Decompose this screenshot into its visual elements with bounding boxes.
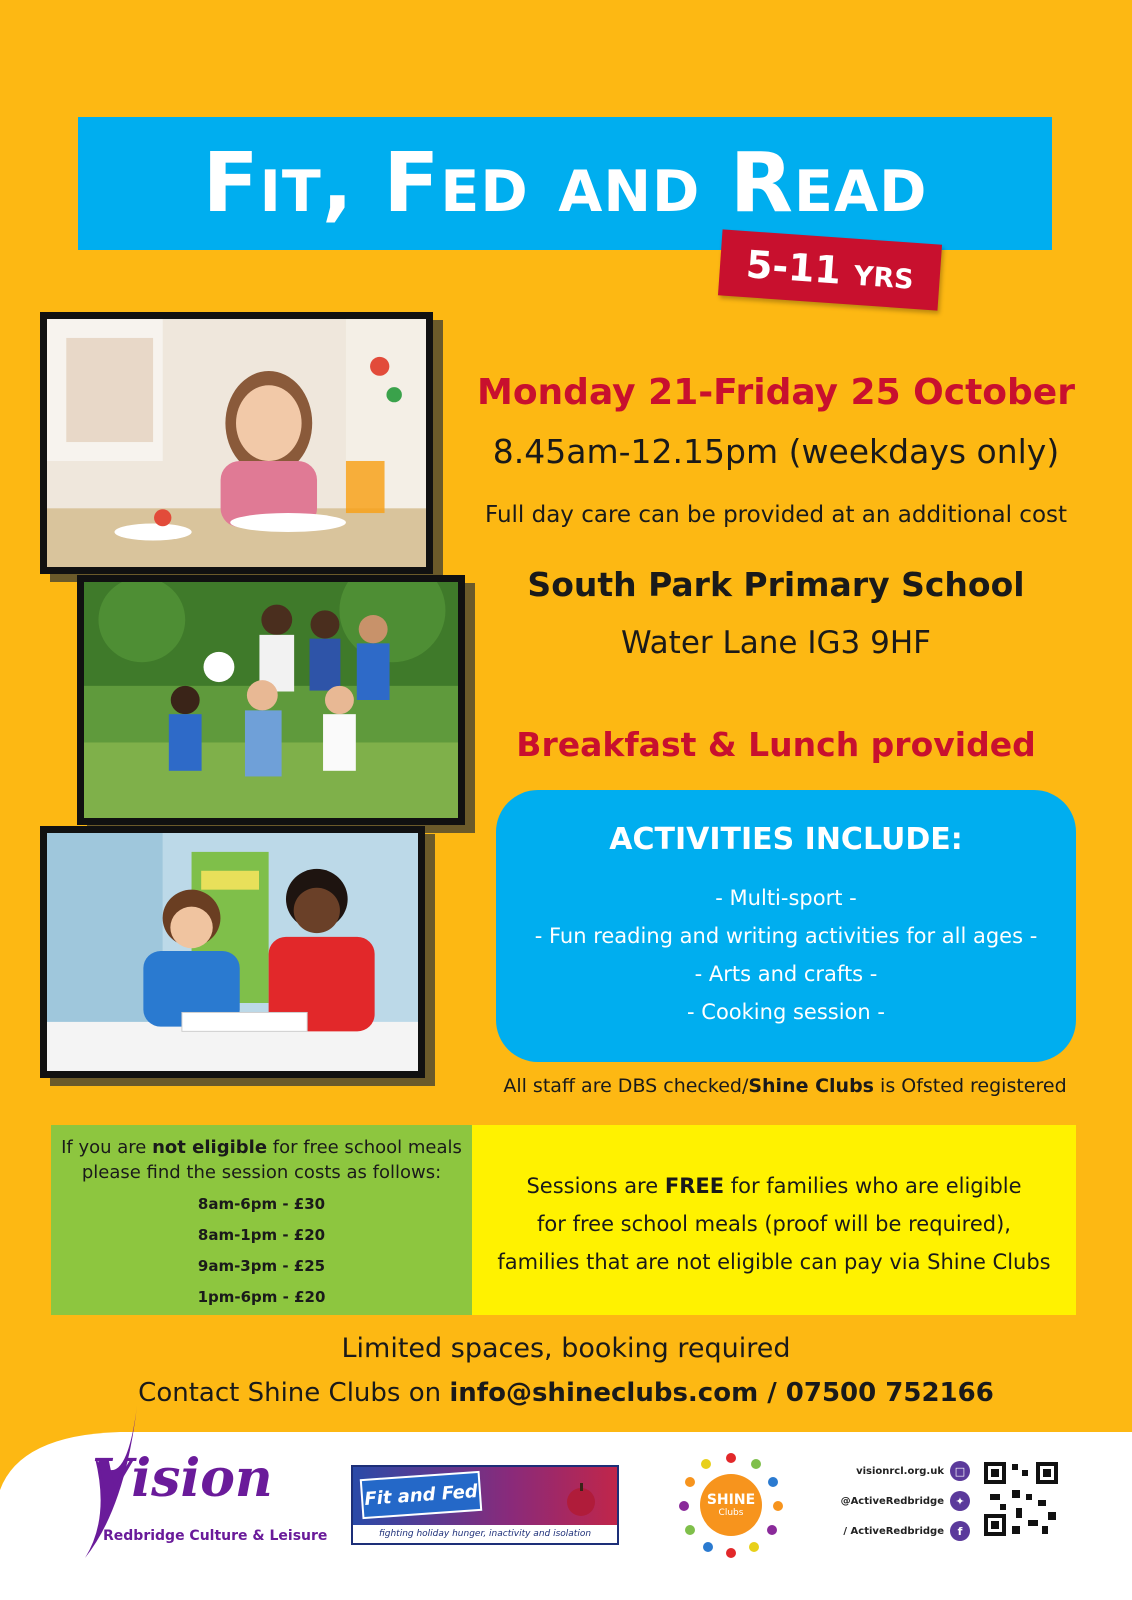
vision-logo-subtitle: Redbridge Culture & Leisure	[103, 1528, 328, 1544]
free-line-1-suffix: for families who are eligible	[724, 1174, 1022, 1198]
vision-logo-text: Vision	[92, 1448, 273, 1509]
photo-girl-eating	[40, 312, 433, 574]
qr-code-icon[interactable]	[982, 1460, 1060, 1538]
free-line-2: for free school meals (proof will be required),	[537, 1212, 1011, 1236]
staff-note-suffix: is Ofsted registered	[874, 1075, 1067, 1097]
event-dates: Monday 21-Friday 25 October	[477, 372, 1075, 413]
free-sessions-panel	[472, 1125, 1076, 1315]
session-costs-panel	[51, 1125, 472, 1315]
venue-name: South Park Primary School	[527, 565, 1025, 604]
cost-item: 1pm-6pm - £20	[197, 1288, 326, 1306]
social-facebook[interactable]	[830, 1516, 970, 1546]
activity-item: - Arts and crafts -	[694, 962, 878, 986]
venue-address: Water Lane IG3 9HF	[621, 625, 931, 661]
full-day-note: Full day care can be provided at an additional cost	[484, 502, 1068, 528]
social-twitter[interactable]	[830, 1486, 970, 1516]
costs-intro-suffix: for free school meals	[267, 1137, 462, 1158]
activity-item: - Fun reading and writing activities for all ages -	[534, 924, 1038, 948]
age-badge-label: 5-11 yrs	[744, 242, 916, 298]
staff-note-prefix: All staff are DBS checked/	[503, 1075, 749, 1097]
twitter-icon: ✦	[950, 1491, 970, 1511]
costs-intro-line2: please find the session costs as follows:	[81, 1162, 442, 1183]
fit-and-fed-logo	[351, 1465, 619, 1545]
cost-item: 8am-6pm - £30	[197, 1195, 326, 1213]
cost-item: 9am-3pm - £25	[197, 1257, 326, 1275]
apple-icon	[561, 1479, 601, 1519]
activities-title: ACTIVITIES INCLUDE:	[609, 822, 963, 857]
booking-note: Limited spaces, booking required	[341, 1333, 791, 1364]
free-line-1-bold: FREE	[664, 1174, 725, 1198]
contact-details[interactable]: info@shineclubs.com / 07500 752166	[449, 1378, 994, 1408]
title-banner	[78, 117, 1052, 250]
fit-and-fed-word: Fit and Fed	[363, 1480, 479, 1510]
contact-prefix: Contact Shine Clubs on	[138, 1378, 450, 1408]
shine-word: SHINE	[706, 1491, 756, 1508]
event-times: 8.45am-12.15pm (weekdays only)	[492, 432, 1060, 471]
shine-sub: Clubs	[718, 1507, 744, 1518]
activity-item: - Cooking session -	[687, 1000, 885, 1024]
costs-intro	[51, 1135, 472, 1160]
activity-item: - Multi-sport -	[715, 886, 857, 910]
social-links	[830, 1456, 970, 1546]
costs-intro-bold: not eligible	[152, 1137, 268, 1158]
laptop-icon: □	[950, 1461, 970, 1481]
photo-children-park	[77, 575, 465, 825]
free-line-1-prefix: Sessions are	[526, 1174, 665, 1198]
social-twitter-text: @ActiveRedbridge	[840, 1495, 944, 1507]
free-line-3: families that are not eligible can pay via Shine Clubs	[497, 1250, 1051, 1274]
photo-boys-reading	[40, 826, 425, 1078]
activities-panel	[496, 790, 1076, 1062]
social-website[interactable]	[830, 1456, 970, 1486]
meals-provided: Breakfast & Lunch provided	[516, 725, 1036, 764]
facebook-icon: f	[950, 1521, 970, 1541]
costs-intro-prefix: If you are	[61, 1137, 153, 1158]
cost-item: 8am-1pm - £20	[197, 1226, 326, 1244]
social-facebook-text: / ActiveRedbridge	[843, 1525, 944, 1537]
page-title: Fit, Fed and Read	[202, 136, 928, 231]
social-website-text: visionrcl.org.uk	[856, 1465, 944, 1477]
shine-clubs-logo	[676, 1450, 786, 1560]
staff-note	[470, 1075, 1100, 1097]
free-line-1	[472, 1167, 1076, 1205]
age-badge	[718, 229, 942, 310]
fit-and-fed-tagline: fighting holiday hunger, inactivity and isolation	[353, 1525, 617, 1543]
staff-note-brand: Shine Clubs	[748, 1075, 874, 1097]
fit-and-fed-badge	[360, 1471, 482, 1519]
shine-clubs-badge	[700, 1474, 762, 1536]
